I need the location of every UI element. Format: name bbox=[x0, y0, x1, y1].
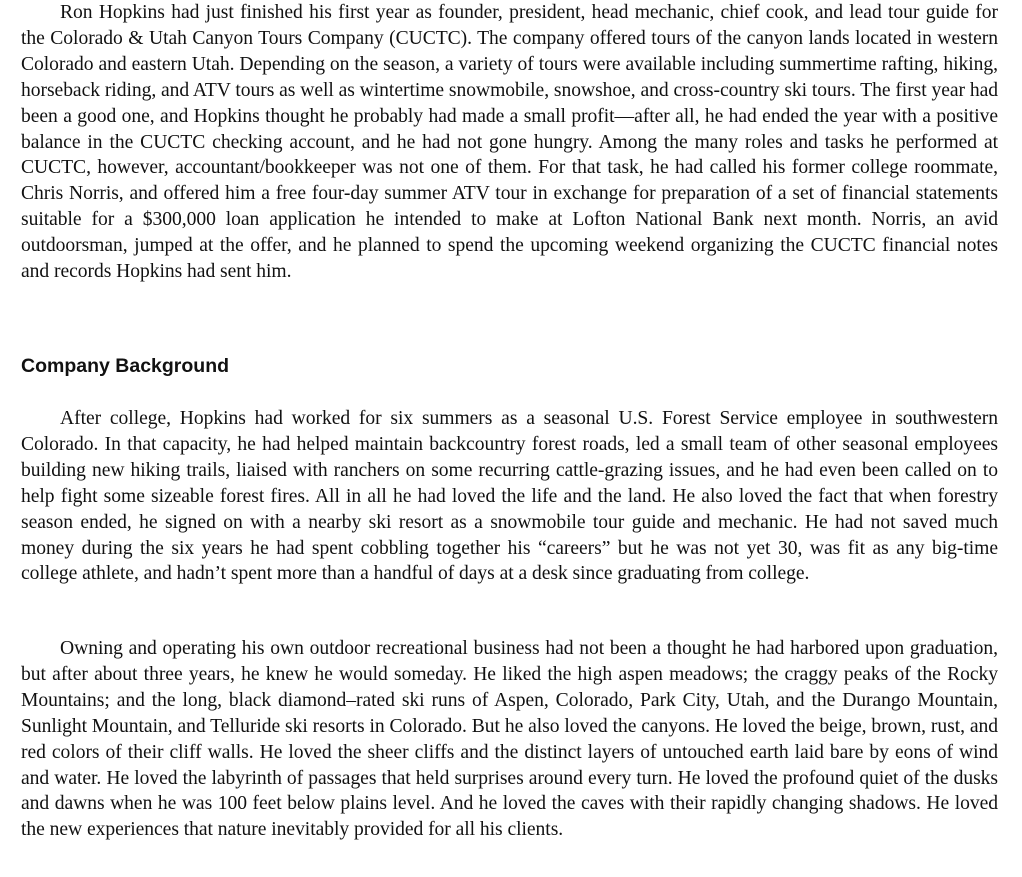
background-paragraph-1: After college, Hopkins had worked for six summers as a seasonal U.S. Forest Service employee in southwestern Colorado. In that capacity, he had helped maintain backcountry forest roads, led a small team of other seasonal employees building new hiking trails, liaised with ranchers on some recurring cattle-grazing issues, and he had even been called on to help fight some sizeable forest fires. All in all he had loved the life and the land. He also loved the fact that when forestry season ended, he signed on with a nearby ski resort as a snowmobile tour guide and mechanic. He had not saved much money during the six years he had spent cobbling together his “careers” but he was not yet 30, was fit as any big-time college athlete, and hadn’t spent more than a handful of days at a desk since graduating from college. bbox=[21, 408, 998, 585]
intro-paragraph: Ron Hopkins had just finished his first year as founder, president, head mechanic, chief cook, and lead tour guide for the Colorado & Utah Canyon Tours Company (CUCTC). The company offered tours of the canyon lands located in western Colorado and eastern Utah. Depending on the season, a variety of tours were available including summertime rafting, hiking, horseback riding, and ATV tours as well as wintertime snowmobile, snowshoe, and cross-country ski tours. The first year had been a good one, and Hopkins thought he probably had made a small profit—after all, he had ended the year with a positive balance in the CUCTC checking account, and he had not gone hungry. Among the many roles and tasks he performed at CUCTC, however, accountant/bookkeeper was not one of them. For that task, he had called his former college roommate, Chris Norris, and offered him a free four-day summer ATV tour in exchange for preparation of a set of financial statements suitable for a $300,000 loan application he intended to make at Lofton National Bank next month. Norris, an avid outdoorsman, jumped at the offer, and he planned to spend the upcoming weekend organizing the CUCTC financial notes and records Hopkins had sent him. bbox=[21, 2, 998, 283]
background-paragraph-2: Owning and operating his own outdoor recreational business had not been a thought he had harbored upon graduation, but after about three years, he knew he would someday. He liked the high aspen meadows; the craggy peaks of the Rocky Mountains; and the long, black diamond–rated ski runs of Aspen, Colorado, Park City, Utah, and the Durango Mountain, Sunlight Mountain, and Telluride ski resorts in Colorado. But he also loved the canyons. He loved the beige, brown, rust, and red colors of their cliff walls. He loved the sheer cliffs and the distinct layers of untouched earth laid bare by eons of wind and water. He loved the labyrinth of passages that held surprises around every turn. He loved the profound quiet of the dusks and dawns when he was 100 feet below plains level. And he loved the caves with their rapidly changing shadows. He loved the new experiences that nature inevitably provided for all his clients. bbox=[21, 638, 998, 841]
section-heading-company-background: Company Background bbox=[21, 355, 230, 377]
